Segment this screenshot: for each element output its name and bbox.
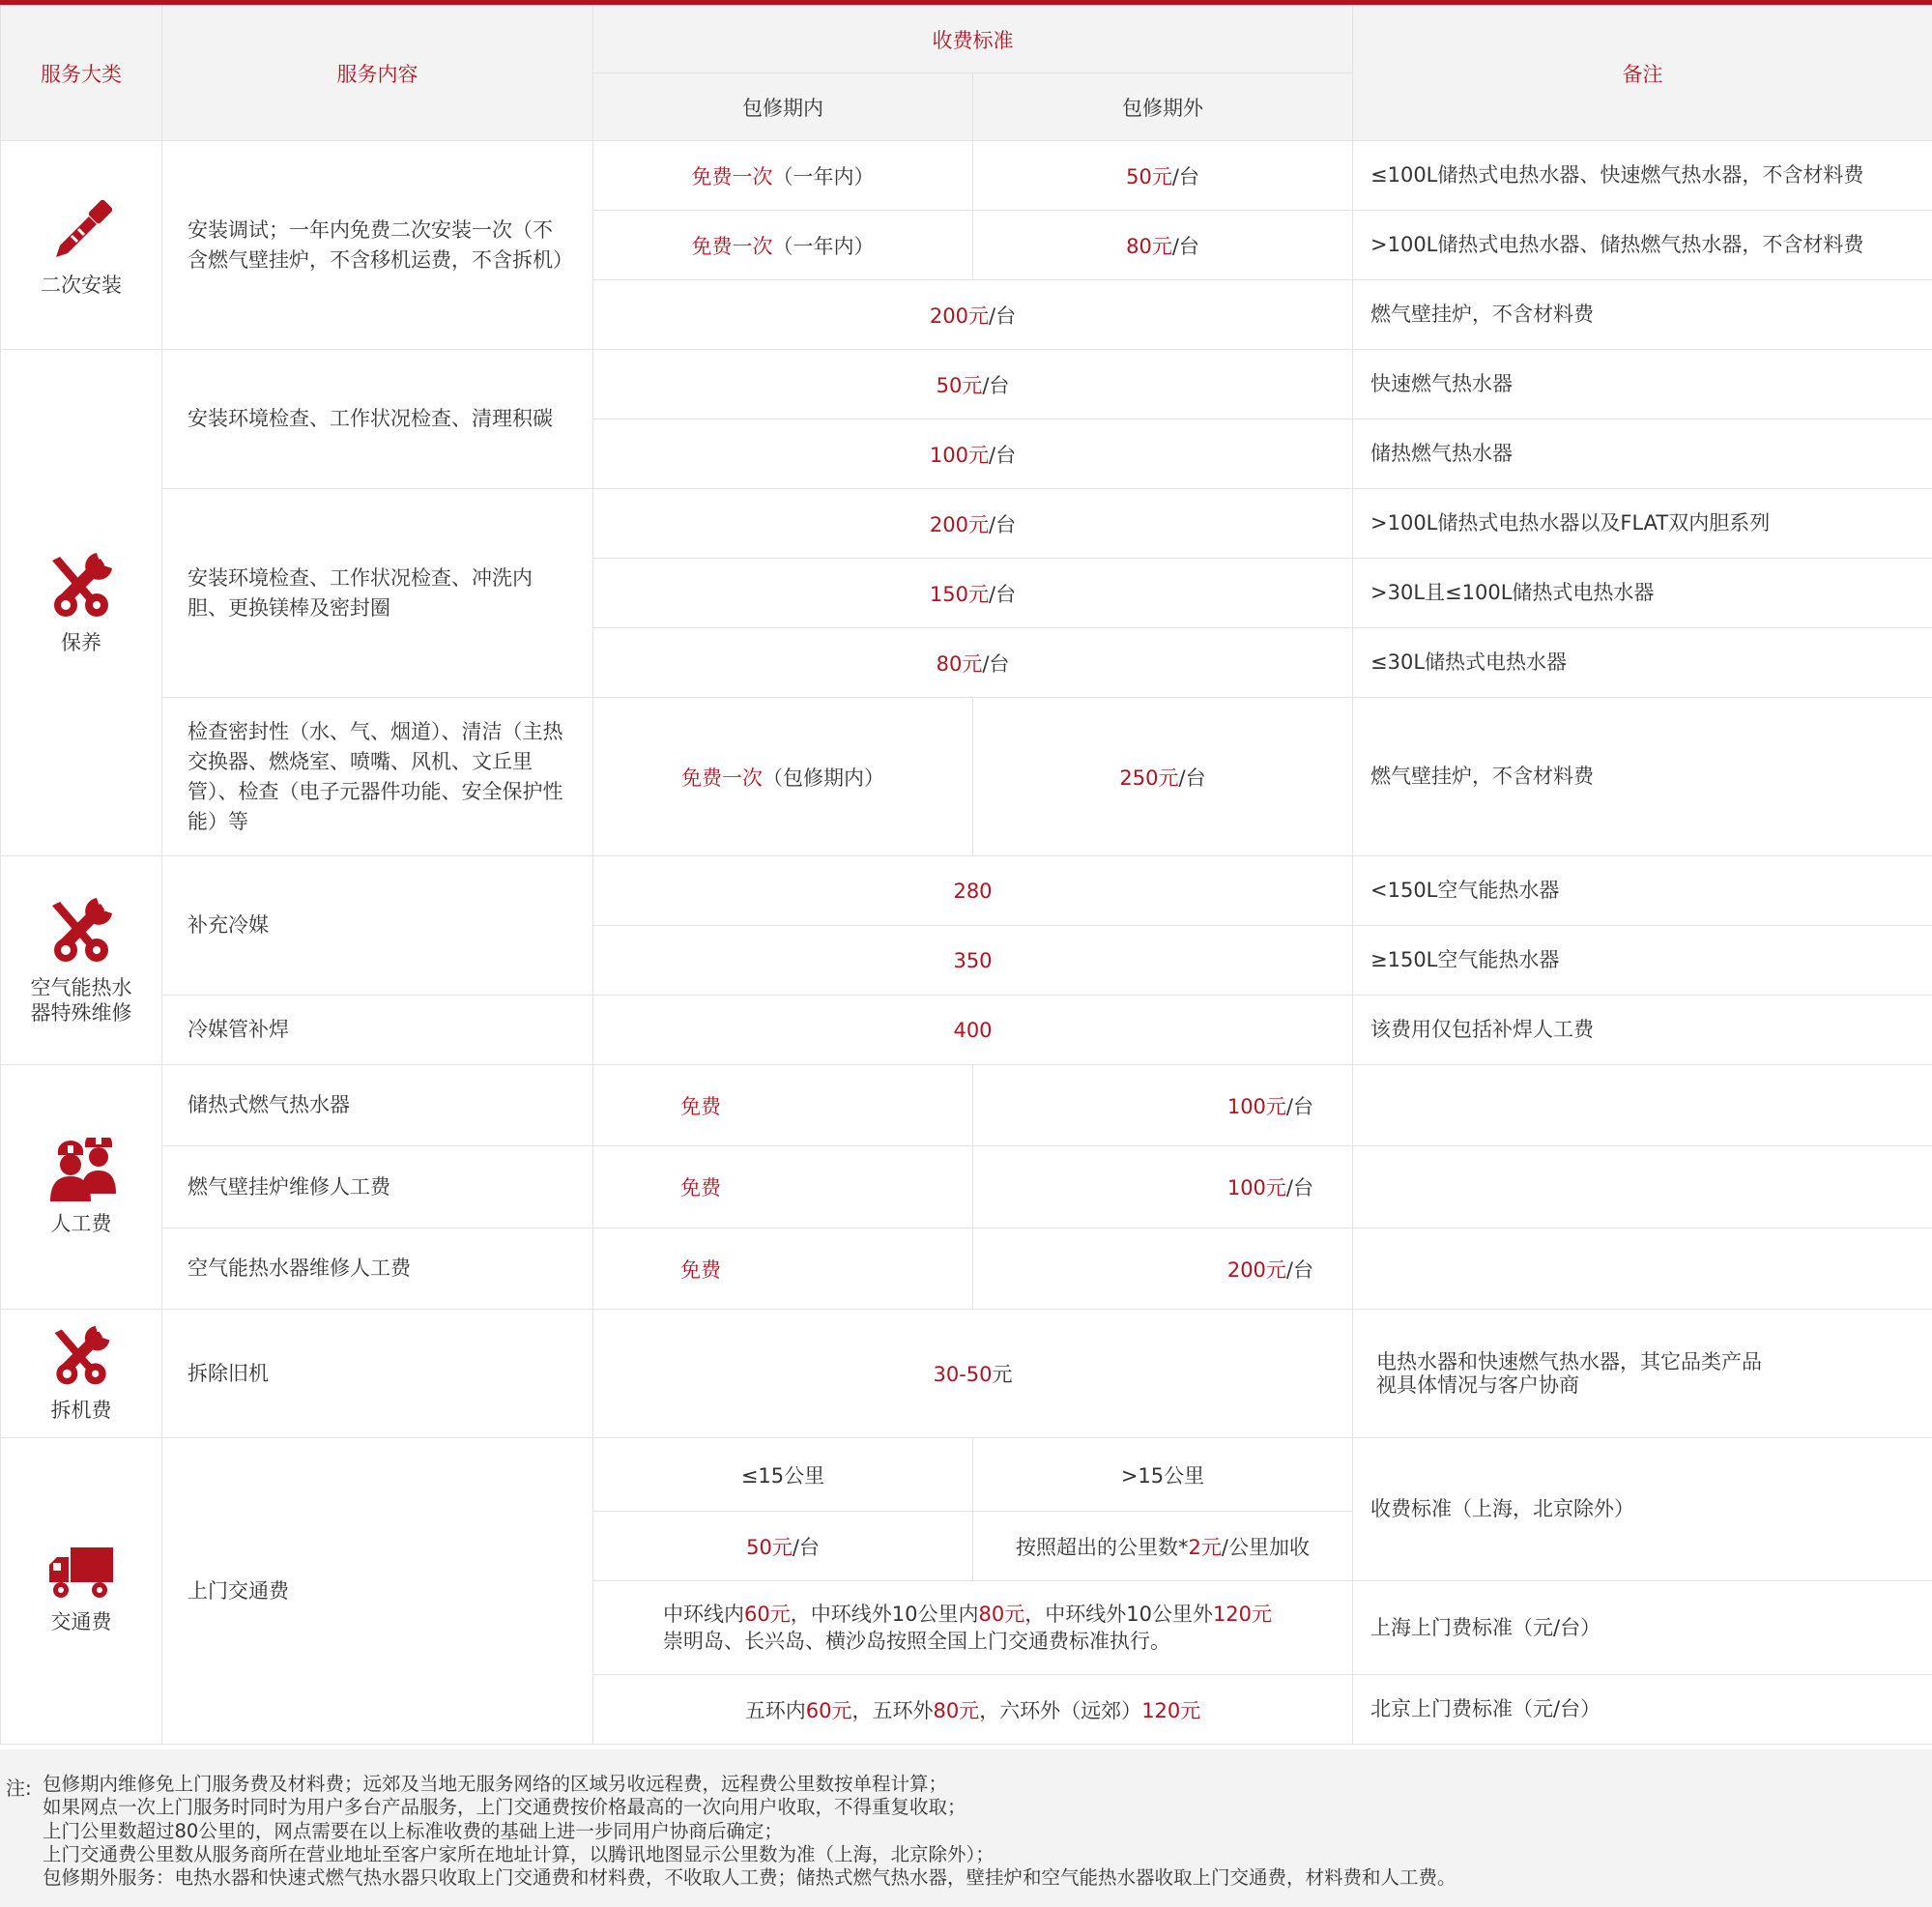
category-traffic-label: 交通费 [50,1610,112,1633]
maintain-row4-note: >30L且≤100L储热式电热水器 [1353,559,1932,628]
category-air-label-line2: 器特殊维修 [30,1000,132,1025]
footnote [0,1749,1932,1907]
footnote-line: 上门公里数超过80公里的，网点需要在以上标准收费的基础上进一步同用户协商后确定； [43,1819,783,1842]
maintain-row3-fee: 200元/台 [593,489,1353,559]
traffic-beijing-note: 北京上门费标准（元/台） [1353,1675,1932,1745]
install-row1-note: ≤100L储热式电热水器、快速燃气热水器，不含材料费 [1353,141,1932,211]
maintain-row4-fee: 150元/台 [593,559,1353,628]
header-remark: 备注 [1353,6,1932,141]
traffic-note-general: 收费标准（上海，北京除外） [1353,1438,1932,1581]
labor-row3-out: 200元/台 [973,1228,1353,1310]
maintain-content-c: 检查密封性（水、气、烟道）、清洁（主热交换器、燃烧室、喷嘴、风机、文丘里管）、检查（电子元器件功能、安全保护性能）等 [162,698,593,856]
wrench-screwdriver-icon [49,1324,113,1388]
category-traffic [1,1438,162,1745]
air-content-a: 补充冷媒 [162,856,593,996]
maintain-row6-out: 250元/台 [973,698,1353,856]
labor-row1-in: 免费 [593,1065,973,1146]
install-row1-in: 免费一次（一年内） [593,141,973,211]
footnote-line: 包修期外服务：电热水器和快速式燃气热水器只收取上门交通费和材料费，不收取人工费；储热式燃气热水器，壁挂炉和空气能热水器收取上门交通费，材料费和人工费。 [43,1866,1456,1890]
labor-row2-in: 免费 [593,1146,973,1228]
maintain-content-a: 安装环境检查、工作状况检查、清理积碳 [162,350,593,489]
table-row [1,141,1932,211]
wrench-screwdriver-icon [46,896,116,966]
labor-row3-note [1353,1228,1932,1310]
table-row [1,1228,1932,1310]
remove-fee: 30-50元 [593,1310,1353,1438]
air-row2-fee: 350 [593,926,1353,996]
table-row [1,1146,1932,1228]
footnote-line: 上门交通费公里数从服务商所在营业地址至客户家所在地址计算，以腾讯地图显示公里数为准（上海，北京除外）； [43,1842,995,1865]
install-row2-in: 免费一次（一年内） [593,211,973,280]
footnote-lead: 注: [6,1777,32,1800]
air-content-b: 冷媒管补焊 [162,996,593,1065]
traffic-shanghai-fee: 中环线内60元，中环线外10公里内80元，中环线外10公里外120元 崇明岛、长兴岛、横沙岛按照全国上门交通费标准执行。 [593,1581,1353,1675]
traffic-near-fee: 50元/台 [593,1512,973,1581]
category-maintain-label: 保养 [61,630,101,654]
traffic-content: 上门交通费 [162,1438,593,1745]
air-row3-fee: 400 [593,996,1353,1065]
remove-note: 电热水器和快速燃气热水器，其它品类产品 视具体情况与客户协商 [1353,1310,1932,1438]
table-row [1,1438,1932,1512]
footnote-line: 包修期内维修免上门服务费及材料费；远郊及当地无服务网络的区域另收远程费，远程费公里数按单程计算； [43,1773,948,1795]
labor-row1-content: 储热式燃气热水器 [162,1065,593,1146]
header-category: 服务大类 [1,6,162,141]
maintain-row5-note: ≤30L储热式电热水器 [1353,628,1932,698]
table-row [1,698,1932,856]
workers-icon [46,1138,116,1201]
wrench-screwdriver-icon [46,551,116,621]
header-in-warranty: 包修期内 [593,73,973,141]
category-remove-label: 拆机费 [50,1399,112,1422]
category-labor-label: 人工费 [50,1212,112,1235]
screwdriver-icon [46,193,116,263]
header-fee-standard: 收费标准 [593,6,1353,73]
traffic-shanghai-note: 上海上门费标准（元/台） [1353,1581,1932,1675]
labor-row3-in: 免费 [593,1228,973,1310]
air-row3-note: 该费用仅包括补焊人工费 [1353,996,1932,1065]
traffic-far-fee: 按照超出的公里数*2元/公里加收 [973,1512,1353,1581]
table-row [1,996,1932,1065]
maintain-row3-note: >100L储热式电热水器以及FLAT双内胆系列 [1353,489,1932,559]
maintain-row1-note: 快速燃气热水器 [1353,350,1932,419]
labor-row1-note [1353,1065,1932,1146]
traffic-near-header: ≤15公里 [593,1438,973,1512]
maintain-row6-note: 燃气壁挂炉，不含材料费 [1353,698,1932,856]
category-air [1,856,162,1065]
labor-row2-note [1353,1146,1932,1228]
install-row3-note: 燃气壁挂炉，不含材料费 [1353,280,1932,350]
traffic-far-header: >15公里 [973,1438,1353,1512]
air-row1-note: <150L空气能热水器 [1353,856,1932,926]
category-install [1,141,162,350]
labor-row3-content: 空气能热水器维修人工费 [162,1228,593,1310]
footnote-line: 如果网点一次上门服务时同时为用户多台产品服务，上门交通费按价格最高的一次向用户收取，不得重复收取； [43,1796,966,1819]
maintain-row6-in: 免费一次（包修期内） [593,698,973,856]
header-content: 服务内容 [162,6,593,141]
air-row2-note: ≥150L空气能热水器 [1353,926,1932,996]
table-row [1,489,1932,559]
remove-content: 拆除旧机 [162,1310,593,1438]
air-row1-fee: 280 [593,856,1353,926]
install-row2-note: >100L储热式电热水器、储热燃气热水器，不含材料费 [1353,211,1932,280]
labor-row2-content: 燃气壁挂炉维修人工费 [162,1146,593,1228]
category-remove [1,1310,162,1438]
traffic-beijing-fee: 五环内60元，五环外80元，六环外（远郊）120元 [593,1675,1353,1745]
category-install-label: 二次安装 [41,273,122,297]
table-row [1,1310,1932,1438]
install-content: 安装调试；一年内免费二次安装一次（不含燃气壁挂炉，不含移机运费，不含拆机） [162,141,593,350]
labor-row1-out: 100元/台 [973,1065,1353,1146]
service-fee-table [0,5,1932,1745]
table-row [1,1065,1932,1146]
truck-icon [49,1547,113,1600]
footnote-lines [43,1773,1456,1890]
install-row2-out: 80元/台 [973,211,1353,280]
header-out-warranty: 包修期外 [973,73,1353,141]
category-air-label-line1: 空气能热水 [30,975,132,999]
install-row1-out: 50元/台 [973,141,1353,211]
maintain-row1-fee: 50元/台 [593,350,1353,419]
category-maintain [1,350,162,856]
maintain-row2-fee: 100元/台 [593,419,1353,489]
maintain-content-b: 安装环境检查、工作状况检查、冲洗内胆、更换镁棒及密封圈 [162,489,593,698]
table-row [1,856,1932,926]
install-row3-fee: 200元/台 [593,280,1353,350]
table-row [1,350,1932,419]
maintain-row5-fee: 80元/台 [593,628,1353,698]
category-labor [1,1065,162,1310]
labor-row2-out: 100元/台 [973,1146,1353,1228]
maintain-row2-note: 储热燃气热水器 [1353,419,1932,489]
